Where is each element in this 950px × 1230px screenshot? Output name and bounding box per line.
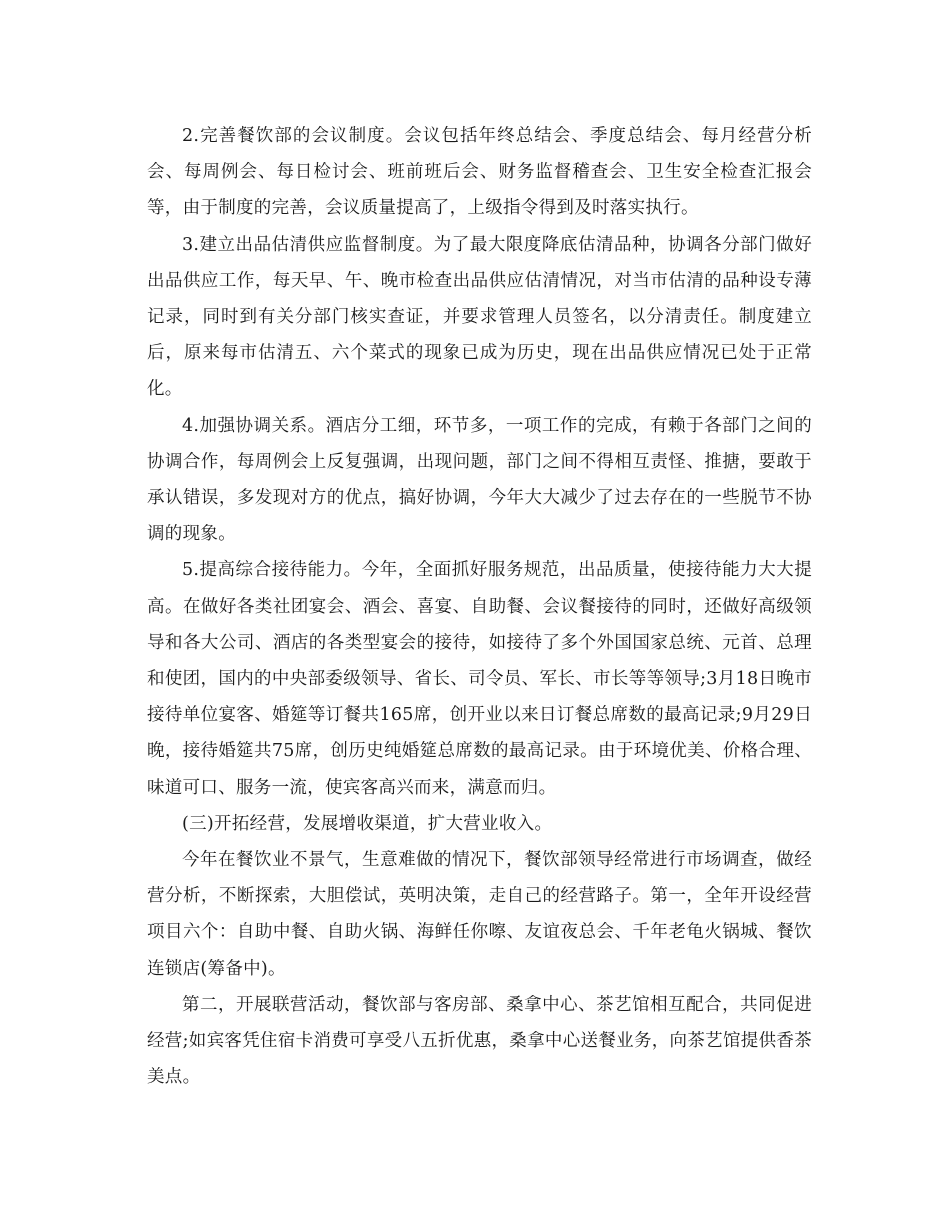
paragraph-joint-operation: 第二，开展联营活动，餐饮部与客房部、桑拿中心、茶艺馆相互配合，共同促进经营;如宾客凭住宿卡消费可享受八五折优惠，桑拿中心送餐业务，向茶艺馆提供香茶美点。 <box>147 994 812 1088</box>
paragraph-supply-supervision: 3.建立出品估清供应监督制度。为了最大限度降底估清品种，协调各分部门做好出品供应工作，每天早、午、晚市检查出品供应估清情况，对当市估清的品种设专薄记录，同时到有关分部门核实查证，并要求管理人员签名，以分清责任。制度建立后，原来每市估清五、六个菜式的现象已成为历史，现在出品供应情况已处于正常化。 <box>147 234 812 400</box>
paragraph-business-projects: 今年在餐饮业不景气，生意难做的情况下，餐饮部领导经常进行市场调查，做经营分析，不断探索，大胆偿试，英明决策，走自己的经营路子。第一，全年开设经营项目六个：自助中餐、自助火锅、海鲜任你嚓、友谊夜总会、千年老龟火锅城、餐饮连锁店(筹备中)。 <box>147 850 812 979</box>
paragraph-meeting-system: 2.完善餐饮部的会议制度。会议包括年终总结会、季度总结会、每月经营分析会、每周例会、每日检讨会、班前班后会、财务监督稽查会、卫生安全检查汇报会等，由于制度的完善，会议质量提高了，上级指令得到及时落实执行。 <box>147 126 812 219</box>
section-heading-expand-business: (三)开拓经营，发展增收渠道，扩大营业收入。 <box>182 813 553 834</box>
document-body <box>147 118 812 1095</box>
paragraph-coordination: 4.加强协调关系。酒店分工细，环节多，一项工作的完成，有赖于各部门之间的协调合作，每周例会上反复强调，出现问题，部门之间不得相互责怪、推搪，要敢于承认错误，多发现对方的优点，搞好协调，今年大大减少了过去存在的一些脱节不协调的现象。 <box>147 415 812 545</box>
paragraph-reception-capacity: 5.提高综合接待能力。今年，全面抓好服务规范，出品质量，使接待能力大大提高。在做好各类社团宴会、酒会、喜宴、自助餐、会议餐接待的同时，还做好高级领导和各大公司、酒店的各类型宴会的接待，如接待了多个外国国家总统、元首、总理和使团，国内的中央部委级领导、省长、司令员、军长、市长等等领导;3月18日晚市接待单位宴客、婚筵等订餐共165席，创开业以来日订餐总席数的最高记录;9月29日晚，接待婚筵共75席，创历史纯婚筵总席数的最高记录。由于环境优美、价格合理、味道可口、服务一流，使宾客高兴而来，满意而归。 <box>147 560 812 798</box>
